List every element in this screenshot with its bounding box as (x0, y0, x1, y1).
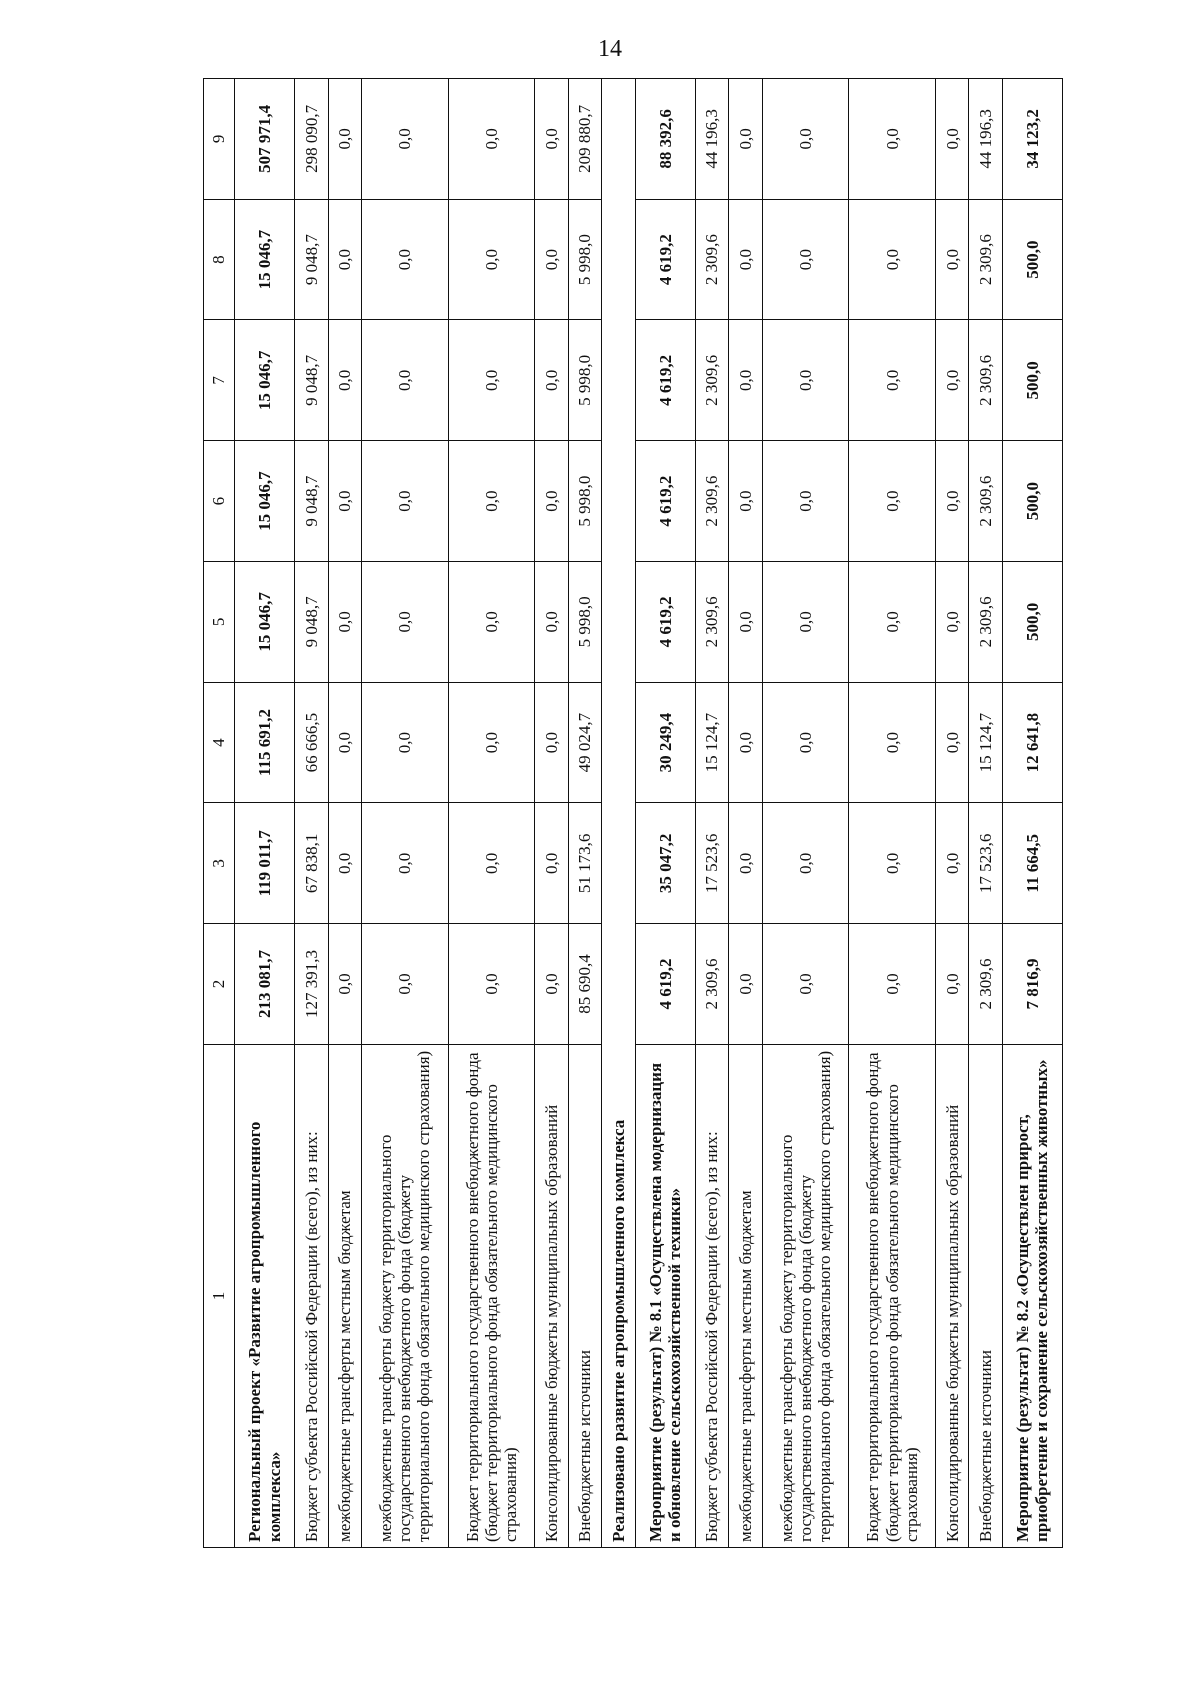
table-row (635, 79, 695, 1548)
header-cell: 3 (204, 803, 235, 924)
value-cell: 9 048,7 (295, 561, 329, 682)
value-cell: 5 998,0 (568, 441, 602, 562)
header-cell: 5 (204, 561, 235, 682)
value-cell: 5 998,0 (568, 320, 602, 441)
table-row (362, 79, 449, 1548)
value-cell: 0,0 (762, 561, 849, 682)
value-cell: 0,0 (362, 441, 449, 562)
value-cell: 2 309,6 (695, 441, 729, 562)
value-cell: 17 523,6 (969, 803, 1003, 924)
table-row (935, 79, 969, 1548)
value-cell: 0,0 (362, 682, 449, 803)
value-cell: 500,0 (1002, 561, 1062, 682)
value-cell: 0,0 (448, 441, 535, 562)
table-row (762, 79, 849, 1548)
value-cell: 44 196,3 (969, 79, 1003, 200)
value-cell: 0,0 (935, 561, 969, 682)
page-number: 14 (598, 36, 622, 62)
row-label: межбюджетные трансферты бюджету территориального государственного внебюджетного фонда (бюджету территориального фонда обязательного медицинского страхования) (362, 1044, 449, 1547)
value-cell: 500,0 (1002, 199, 1062, 320)
value-cell: 2 309,6 (969, 320, 1003, 441)
row-label: Бюджет субъекта Российской Федерации (всего), из них: (295, 1044, 329, 1547)
value-cell: 0,0 (328, 682, 362, 803)
value-cell: 0,0 (935, 924, 969, 1045)
value-cell: 4 619,2 (635, 199, 695, 320)
value-cell: 9 048,7 (295, 199, 329, 320)
value-cell: 44 196,3 (695, 79, 729, 200)
value-cell: 0,0 (535, 199, 569, 320)
value-cell: 0,0 (935, 79, 969, 200)
row-label: межбюджетные трансферты местным бюджетам (729, 1044, 763, 1547)
value-cell: 0,0 (729, 79, 763, 200)
value-cell: 51 173,6 (568, 803, 602, 924)
value-cell: 0,0 (535, 803, 569, 924)
value-cell: 0,0 (535, 320, 569, 441)
table-row (535, 79, 569, 1548)
table-row (235, 79, 295, 1548)
row-label: межбюджетные трансферты местным бюджетам (328, 1044, 362, 1547)
table-row (695, 79, 729, 1548)
value-cell: 11 664,5 (1002, 803, 1062, 924)
value-cell: 0,0 (328, 924, 362, 1045)
value-cell: 0,0 (849, 561, 936, 682)
value-cell: 88 392,6 (635, 79, 695, 200)
value-cell: 12 641,8 (1002, 682, 1062, 803)
value-cell: 0,0 (935, 803, 969, 924)
value-cell: 0,0 (535, 561, 569, 682)
value-cell: 2 309,6 (969, 199, 1003, 320)
row-label: Консолидированные бюджеты муниципальных образований (935, 1044, 969, 1547)
table-row (1002, 79, 1062, 1548)
value-cell: 0,0 (328, 561, 362, 682)
value-cell: 2 309,6 (969, 924, 1003, 1045)
value-cell: 2 309,6 (695, 199, 729, 320)
value-cell: 0,0 (328, 320, 362, 441)
value-cell: 0,0 (535, 79, 569, 200)
value-cell: 85 690,4 (568, 924, 602, 1045)
value-cell: 0,0 (762, 79, 849, 200)
table-row (328, 79, 362, 1548)
header-cell: 9 (204, 79, 235, 200)
value-cell: 209 880,7 (568, 79, 602, 200)
value-cell: 0,0 (535, 924, 569, 1045)
value-cell: 0,0 (362, 924, 449, 1045)
value-cell: 0,0 (762, 199, 849, 320)
table-body (235, 79, 1063, 1548)
value-cell: 2 309,6 (969, 561, 1003, 682)
value-cell: 15 124,7 (695, 682, 729, 803)
value-cell: 0,0 (935, 199, 969, 320)
value-cell: 0,0 (448, 199, 535, 320)
table-row (295, 79, 329, 1548)
value-cell: 2 309,6 (695, 561, 729, 682)
rotated-table-container (203, 78, 1063, 1548)
row-label: Консолидированные бюджеты муниципальных образований (535, 1044, 569, 1547)
table-row (969, 79, 1003, 1548)
budget-table (203, 78, 1063, 1548)
value-cell: 0,0 (328, 199, 362, 320)
header-cell: 2 (204, 924, 235, 1045)
value-cell: 4 619,2 (635, 441, 695, 562)
value-cell: 0,0 (448, 924, 535, 1045)
value-cell: 127 391,3 (295, 924, 329, 1045)
value-cell: 500,0 (1002, 320, 1062, 441)
row-label: Мероприятие (результат) № 8.1 «Осуществлена модернизация и обновление сельскохозяйственной техники» (635, 1044, 695, 1547)
value-cell: 0,0 (448, 561, 535, 682)
value-cell: 15 046,7 (235, 561, 295, 682)
value-cell: 2 309,6 (695, 924, 729, 1045)
value-cell: 0,0 (729, 803, 763, 924)
value-cell: 35 047,2 (635, 803, 695, 924)
value-cell: 298 090,7 (295, 79, 329, 200)
row-label: Мероприятие (результат) № 8.2 «Осуществлен прирост, приобретение и сохранение сельскохозяйственных животных» (1002, 1044, 1062, 1547)
value-cell: 0,0 (849, 441, 936, 562)
row-label: Реализовано развитие агропромышленного комплекса (602, 79, 636, 1548)
value-cell: 5 998,0 (568, 561, 602, 682)
table-row (568, 79, 602, 1548)
value-cell: 4 619,2 (635, 561, 695, 682)
row-label: межбюджетные трансферты бюджету территориального государственного внебюджетного фонда (бюджету территориального фонда обязательного медицинского страхования) (762, 1044, 849, 1547)
value-cell: 2 309,6 (969, 441, 1003, 562)
value-cell: 0,0 (729, 561, 763, 682)
value-cell: 119 011,7 (235, 803, 295, 924)
header-cell: 8 (204, 199, 235, 320)
value-cell: 9 048,7 (295, 441, 329, 562)
header-cell: 7 (204, 320, 235, 441)
value-cell: 15 046,7 (235, 199, 295, 320)
value-cell: 7 816,9 (1002, 924, 1062, 1045)
table-row (448, 79, 535, 1548)
value-cell: 2 309,6 (695, 320, 729, 441)
value-cell: 0,0 (729, 682, 763, 803)
value-cell: 0,0 (849, 803, 936, 924)
value-cell: 0,0 (849, 924, 936, 1045)
value-cell: 0,0 (762, 682, 849, 803)
value-cell: 0,0 (448, 682, 535, 803)
value-cell: 0,0 (448, 320, 535, 441)
value-cell: 0,0 (328, 79, 362, 200)
value-cell: 15 046,7 (235, 441, 295, 562)
value-cell: 0,0 (328, 441, 362, 562)
value-cell: 0,0 (362, 803, 449, 924)
value-cell: 0,0 (535, 682, 569, 803)
value-cell: 0,0 (762, 924, 849, 1045)
value-cell: 0,0 (362, 320, 449, 441)
value-cell: 9 048,7 (295, 320, 329, 441)
row-label: Внебюджетные источники (568, 1044, 602, 1547)
value-cell: 0,0 (535, 441, 569, 562)
value-cell: 4 619,2 (635, 320, 695, 441)
value-cell: 0,0 (328, 803, 362, 924)
value-cell: 0,0 (729, 320, 763, 441)
header-row (204, 79, 235, 1548)
value-cell: 0,0 (729, 199, 763, 320)
header-cell: 6 (204, 441, 235, 562)
value-cell: 0,0 (935, 320, 969, 441)
value-cell: 0,0 (762, 803, 849, 924)
value-cell: 34 123,2 (1002, 79, 1062, 200)
value-cell: 0,0 (362, 561, 449, 682)
value-cell: 0,0 (362, 79, 449, 200)
row-label: Региональный проект «Развитие агропромышленного комплекса» (235, 1044, 295, 1547)
row-label: Бюджет субъекта Российской Федерации (всего), из них: (695, 1044, 729, 1547)
value-cell: 0,0 (849, 199, 936, 320)
value-cell: 0,0 (935, 441, 969, 562)
value-cell: 66 666,5 (295, 682, 329, 803)
value-cell: 0,0 (762, 441, 849, 562)
value-cell: 0,0 (762, 320, 849, 441)
value-cell: 0,0 (849, 79, 936, 200)
value-cell: 67 838,1 (295, 803, 329, 924)
table-row (729, 79, 763, 1548)
value-cell: 213 081,7 (235, 924, 295, 1045)
value-cell: 49 024,7 (568, 682, 602, 803)
value-cell: 507 971,4 (235, 79, 295, 200)
section-heading-row (602, 79, 636, 1548)
value-cell: 500,0 (1002, 441, 1062, 562)
value-cell: 0,0 (849, 682, 936, 803)
value-cell: 0,0 (729, 924, 763, 1045)
header-cell: 1 (204, 1044, 235, 1547)
value-cell: 30 249,4 (635, 682, 695, 803)
value-cell: 5 998,0 (568, 199, 602, 320)
row-label: Бюджет территориального государственного внебюджетного фонда (бюджет территориального фонда обязательного медицинского страхования) (849, 1044, 936, 1547)
row-label: Бюджет территориального государственного внебюджетного фонда (бюджет территориального фонда обязательного медицинского страхования) (448, 1044, 535, 1547)
value-cell: 4 619,2 (635, 924, 695, 1045)
header-cell: 4 (204, 682, 235, 803)
value-cell: 115 691,2 (235, 682, 295, 803)
value-cell: 0,0 (729, 441, 763, 562)
value-cell: 0,0 (935, 682, 969, 803)
value-cell: 15 046,7 (235, 320, 295, 441)
value-cell: 17 523,6 (695, 803, 729, 924)
value-cell: 0,0 (448, 79, 535, 200)
value-cell: 0,0 (362, 199, 449, 320)
value-cell: 15 124,7 (969, 682, 1003, 803)
table-row (849, 79, 936, 1548)
value-cell: 0,0 (849, 320, 936, 441)
row-label: Внебюджетные источники (969, 1044, 1003, 1547)
value-cell: 0,0 (448, 803, 535, 924)
